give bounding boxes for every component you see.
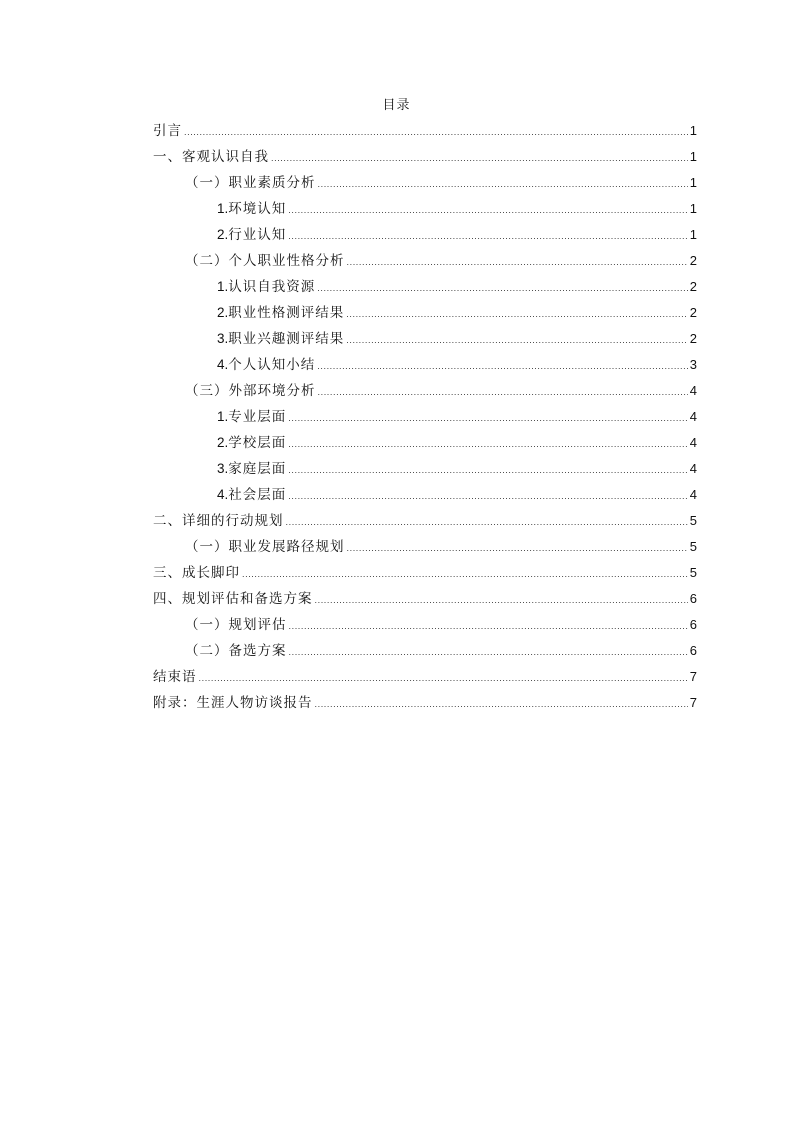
dot-leader bbox=[288, 197, 688, 223]
toc-entry-label bbox=[217, 196, 286, 222]
dot-leader bbox=[346, 327, 688, 353]
toc-entry-label bbox=[153, 664, 197, 690]
toc-entry-text: 职业性格测评结果 bbox=[228, 305, 345, 321]
dot-leader bbox=[289, 639, 688, 665]
dot-leader bbox=[288, 405, 688, 431]
toc-entry-text: 环境认知 bbox=[228, 201, 287, 217]
toc-entry-label bbox=[185, 612, 287, 638]
toc-entry-label bbox=[185, 534, 345, 560]
toc-entry[interactable] bbox=[153, 222, 697, 248]
dot-leader bbox=[318, 379, 688, 405]
toc-entry-page-number: 2 bbox=[689, 305, 697, 320]
toc-entry[interactable] bbox=[153, 482, 697, 508]
toc-entry-label bbox=[153, 508, 284, 534]
toc-entry-text: （一）职业发展路径规划 bbox=[185, 539, 345, 555]
toc-entry-page-number: 3 bbox=[689, 357, 697, 372]
dot-leader bbox=[315, 691, 688, 717]
dot-leader bbox=[347, 535, 688, 561]
table-of-contents bbox=[153, 118, 697, 716]
toc-entry-page-number: 6 bbox=[689, 591, 697, 606]
toc-entry-label bbox=[217, 352, 315, 378]
toc-entry-page-number: 1 bbox=[689, 175, 697, 190]
toc-entry[interactable] bbox=[153, 690, 697, 716]
toc-entry[interactable] bbox=[153, 560, 697, 586]
toc-entry-number: 1. bbox=[217, 409, 229, 424]
toc-entry-label bbox=[185, 170, 316, 196]
toc-entry-label bbox=[217, 430, 286, 456]
toc-entry-label bbox=[153, 144, 269, 170]
toc-title: 目录 bbox=[382, 98, 411, 113]
dot-leader bbox=[318, 171, 688, 197]
toc-entry-text: 个人认知小结 bbox=[228, 357, 316, 373]
toc-entry[interactable] bbox=[153, 326, 697, 352]
toc-entry-label bbox=[153, 560, 240, 586]
dot-leader bbox=[286, 509, 688, 535]
toc-entry-text: （二）备选方案 bbox=[185, 643, 287, 659]
dot-leader bbox=[288, 457, 688, 483]
toc-entry[interactable] bbox=[153, 456, 697, 482]
toc-entry-label bbox=[217, 222, 286, 248]
dot-leader bbox=[317, 275, 688, 301]
toc-entry-page-number: 6 bbox=[689, 643, 697, 658]
toc-entry-page-number: 1 bbox=[689, 201, 697, 216]
toc-entry[interactable] bbox=[153, 352, 697, 378]
toc-entry-label bbox=[185, 378, 316, 404]
toc-entry-label bbox=[217, 404, 286, 430]
toc-entry-text: 结束语 bbox=[153, 669, 197, 685]
toc-entry-label bbox=[217, 482, 286, 508]
dot-leader bbox=[288, 483, 688, 509]
toc-entry-text: 认识自我资源 bbox=[228, 279, 316, 295]
toc-entry[interactable] bbox=[153, 534, 697, 560]
toc-entry-label bbox=[185, 638, 287, 664]
toc-entry-label bbox=[217, 300, 344, 326]
toc-entry[interactable] bbox=[153, 586, 697, 612]
toc-entry-page-number: 1 bbox=[689, 123, 697, 138]
toc-entry-text: 附录：生涯人物访谈报告 bbox=[153, 695, 313, 711]
toc-entry-page-number: 2 bbox=[689, 331, 697, 346]
toc-entry-text: 学校层面 bbox=[228, 435, 287, 451]
dot-leader bbox=[346, 301, 688, 327]
dot-leader bbox=[184, 119, 688, 145]
dot-leader bbox=[271, 145, 688, 171]
toc-entry-text: 职业兴趣测评结果 bbox=[228, 331, 345, 347]
toc-entry-page-number: 4 bbox=[689, 409, 697, 424]
dot-leader bbox=[315, 587, 688, 613]
toc-entry-label bbox=[153, 586, 313, 612]
toc-entry-text: 社会层面 bbox=[228, 487, 287, 503]
toc-entry-text: 二、详细的行动规划 bbox=[153, 513, 284, 529]
toc-entry-text: 三、成长脚印 bbox=[153, 565, 240, 581]
toc-entry-text: 专业层面 bbox=[228, 409, 287, 425]
toc-entry-page-number: 7 bbox=[689, 669, 697, 684]
toc-entry-label bbox=[153, 690, 313, 716]
toc-entry-page-number: 5 bbox=[689, 539, 697, 554]
toc-entry[interactable] bbox=[153, 638, 697, 664]
dot-leader bbox=[199, 665, 688, 691]
toc-entry-text: （一）规划评估 bbox=[185, 617, 287, 633]
toc-entry[interactable] bbox=[153, 508, 697, 534]
toc-entry[interactable] bbox=[153, 664, 697, 690]
toc-entry-page-number: 4 bbox=[689, 435, 697, 450]
toc-entry-text: 行业认知 bbox=[228, 227, 287, 243]
toc-entry-page-number: 2 bbox=[689, 253, 697, 268]
toc-entry-label bbox=[217, 274, 315, 300]
toc-entry-page-number: 5 bbox=[689, 513, 697, 528]
toc-entry-page-number: 4 bbox=[689, 383, 697, 398]
toc-entry-label bbox=[185, 248, 345, 274]
dot-leader bbox=[289, 613, 688, 639]
toc-entry-page-number: 2 bbox=[689, 279, 697, 294]
toc-entry-number: 1. bbox=[217, 201, 229, 216]
toc-entry-page-number: 7 bbox=[689, 695, 697, 710]
toc-entry[interactable] bbox=[153, 612, 697, 638]
toc-entry-page-number: 5 bbox=[689, 565, 697, 580]
toc-entry[interactable] bbox=[153, 196, 697, 222]
toc-entry[interactable] bbox=[153, 248, 697, 274]
toc-entry[interactable] bbox=[153, 274, 697, 300]
toc-entry-number: 2. bbox=[217, 305, 229, 320]
toc-entry-page-number: 1 bbox=[689, 149, 697, 164]
toc-entry-number: 1. bbox=[217, 279, 229, 294]
toc-entry-number: 3. bbox=[217, 331, 229, 346]
toc-entry[interactable] bbox=[153, 118, 697, 144]
toc-entry-text: 引言 bbox=[153, 123, 182, 139]
toc-entry-label bbox=[217, 326, 344, 352]
dot-leader bbox=[288, 431, 688, 457]
toc-entry[interactable] bbox=[153, 378, 697, 404]
toc-entry-number: 2. bbox=[217, 435, 229, 450]
toc-entry-text: （一）职业素质分析 bbox=[185, 175, 316, 191]
toc-entry-label bbox=[153, 118, 182, 144]
toc-entry-text: （三）外部环境分析 bbox=[185, 383, 316, 399]
dot-leader bbox=[317, 353, 688, 379]
dot-leader bbox=[242, 561, 688, 587]
toc-entry[interactable] bbox=[153, 430, 697, 456]
toc-entry-number: 4. bbox=[217, 487, 229, 502]
toc-entry-page-number: 6 bbox=[689, 617, 697, 632]
toc-entry[interactable] bbox=[153, 170, 697, 196]
toc-entry-text: 家庭层面 bbox=[228, 461, 287, 477]
toc-entry-text: （二）个人职业性格分析 bbox=[185, 253, 345, 269]
toc-entry[interactable] bbox=[153, 404, 697, 430]
toc-entry-text: 四、规划评估和备选方案 bbox=[153, 591, 313, 607]
toc-entry[interactable] bbox=[153, 144, 697, 170]
toc-entry-page-number: 4 bbox=[689, 461, 697, 476]
toc-entry-page-number: 1 bbox=[689, 227, 697, 242]
dot-leader bbox=[288, 223, 688, 249]
toc-entry-number: 2. bbox=[217, 227, 229, 242]
toc-entry-number: 3. bbox=[217, 461, 229, 476]
toc-entry-label bbox=[217, 456, 286, 482]
toc-entry-number: 4. bbox=[217, 357, 229, 372]
toc-entry[interactable] bbox=[153, 300, 697, 326]
dot-leader bbox=[347, 249, 688, 275]
toc-entry-page-number: 4 bbox=[689, 487, 697, 502]
toc-entry-text: 一、客观认识自我 bbox=[153, 149, 269, 165]
